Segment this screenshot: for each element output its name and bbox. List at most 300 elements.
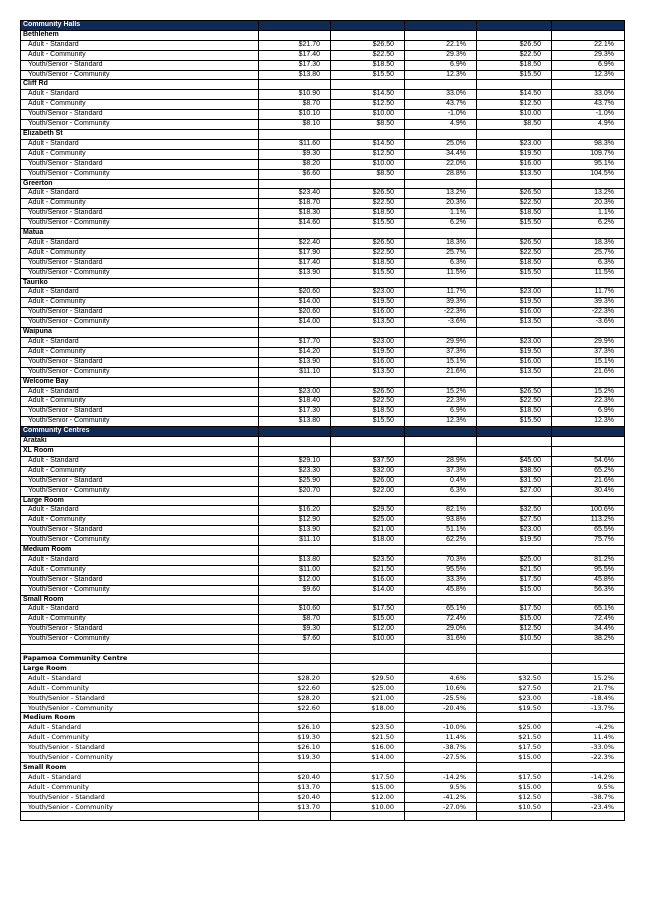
current-fee: $14.20	[259, 347, 331, 357]
alternative-change-pct: 22.3%	[552, 397, 625, 407]
proposed-fee: $14.00	[331, 585, 405, 595]
blank-cell	[405, 653, 477, 663]
venue-header-row	[21, 377, 625, 387]
blank-cell	[259, 377, 331, 387]
blank-cell	[331, 812, 405, 821]
current-fee: $18.70	[259, 199, 331, 209]
fee-category: Youth/Senior - Standard	[21, 209, 259, 219]
alternative-change-pct: 113.2%	[552, 516, 625, 526]
proposed-fee: $15.50	[331, 268, 405, 278]
venue-name: Small Room	[21, 595, 259, 605]
fee-row	[21, 683, 625, 693]
alternative-fee: $31.50	[477, 476, 552, 486]
proposed-fee: $15.50	[331, 219, 405, 229]
section-header-row	[21, 427, 625, 437]
proposed-change-pct: 6.9%	[405, 407, 477, 417]
fee-row	[21, 70, 625, 80]
current-fee: $11.10	[259, 367, 331, 377]
alternative-fee: $45.00	[477, 456, 552, 466]
venue-header-row	[21, 179, 625, 189]
alternative-change-pct: 6.9%	[552, 60, 625, 70]
proposed-fee: $18.50	[331, 209, 405, 219]
fee-row	[21, 149, 625, 159]
section-title: Community Halls	[21, 21, 259, 31]
blank-cell	[477, 762, 552, 772]
fee-category: Youth/Senior - Community	[21, 268, 259, 278]
proposed-fee: $18.50	[331, 60, 405, 70]
alternative-change-pct: 21.7%	[552, 683, 625, 693]
fee-row	[21, 347, 625, 357]
proposed-change-pct: 95.5%	[405, 565, 477, 575]
fee-category: Youth/Senior - Community	[21, 219, 259, 229]
current-fee: $9.60	[259, 585, 331, 595]
alternative-change-pct: 6.3%	[552, 258, 625, 268]
current-fee: $23.30	[259, 466, 331, 476]
alternative-fee: $17.50	[477, 575, 552, 585]
fee-row	[21, 555, 625, 565]
blank-cell	[405, 129, 477, 139]
blank-cell	[552, 80, 625, 90]
blank-cell	[405, 546, 477, 556]
proposed-change-pct: 29.9%	[405, 338, 477, 348]
alternative-fee: $25.00	[477, 555, 552, 565]
fee-category: Adult - Standard	[21, 456, 259, 466]
alternative-change-pct: 95.5%	[552, 565, 625, 575]
blank-cell	[331, 663, 405, 673]
blank-cell	[259, 653, 331, 663]
proposed-change-pct: -27.5%	[405, 753, 477, 763]
current-fee: $8.70	[259, 615, 331, 625]
fees-table	[20, 20, 625, 821]
proposed-change-pct: 12.3%	[405, 70, 477, 80]
proposed-fee: $22.00	[331, 486, 405, 496]
alternative-change-pct: 29.3%	[552, 50, 625, 60]
fee-row	[21, 238, 625, 248]
blank-cell	[405, 595, 477, 605]
venue-name: Elizabeth St	[21, 129, 259, 139]
alternative-change-pct: 75.7%	[552, 536, 625, 546]
alternative-change-pct: 15.2%	[552, 387, 625, 397]
current-fee: $13.90	[259, 357, 331, 367]
current-fee: $17.40	[259, 50, 331, 60]
blank-cell	[331, 595, 405, 605]
proposed-change-pct: 11.5%	[405, 268, 477, 278]
current-fee: $26.10	[259, 743, 331, 753]
blank-cell	[405, 496, 477, 506]
alternative-change-pct: 38.2%	[552, 635, 625, 645]
fee-category: Youth/Senior - Community	[21, 703, 259, 713]
fee-row	[21, 248, 625, 258]
alternative-fee: $19.50	[477, 149, 552, 159]
proposed-fee: $18.50	[331, 258, 405, 268]
venue-name: Medium Room	[21, 546, 259, 556]
fee-category: Youth/Senior - Community	[21, 169, 259, 179]
alternative-change-pct: 13.2%	[552, 189, 625, 199]
current-fee: $13.90	[259, 268, 331, 278]
blank-cell	[552, 762, 625, 772]
proposed-fee: $29.50	[331, 506, 405, 516]
fee-category: Adult - Community	[21, 100, 259, 110]
blank-cell	[405, 377, 477, 387]
current-fee: $14.00	[259, 318, 331, 328]
proposed-change-pct: 6.3%	[405, 486, 477, 496]
fee-category: Adult - Community	[21, 298, 259, 308]
proposed-change-pct: 0.4%	[405, 476, 477, 486]
alternative-fee: $16.00	[477, 308, 552, 318]
fee-category: Adult - Standard	[21, 189, 259, 199]
blank-cell	[331, 80, 405, 90]
proposed-fee: $13.50	[331, 318, 405, 328]
alternative-fee: $10.00	[477, 110, 552, 120]
blank-cell	[552, 278, 625, 288]
fee-category: Adult - Community	[21, 149, 259, 159]
blank-cell	[552, 546, 625, 556]
alternative-fee: $26.50	[477, 238, 552, 248]
alternative-fee: $26.50	[477, 387, 552, 397]
fee-category: Youth/Senior - Standard	[21, 60, 259, 70]
blank-cell	[477, 812, 552, 821]
venue-header-row	[21, 546, 625, 556]
fee-row	[21, 110, 625, 120]
alternative-change-pct: -22.3%	[552, 308, 625, 318]
current-fee: $20.60	[259, 308, 331, 318]
fee-row	[21, 723, 625, 733]
fee-category: Adult - Community	[21, 516, 259, 526]
fee-category: Youth/Senior - Standard	[21, 476, 259, 486]
blank-cell	[259, 595, 331, 605]
current-fee: $17.30	[259, 407, 331, 417]
current-fee: $12.90	[259, 516, 331, 526]
alternative-fee: $26.50	[477, 189, 552, 199]
alternative-change-pct: 11.7%	[552, 288, 625, 298]
alternative-fee: $13.50	[477, 367, 552, 377]
blank-cell	[405, 437, 477, 447]
blank-cell	[477, 328, 552, 338]
current-fee: $13.80	[259, 555, 331, 565]
proposed-change-pct: 43.7%	[405, 100, 477, 110]
venue-name: Large Room	[21, 496, 259, 506]
alternative-fee: $32.50	[477, 506, 552, 516]
fee-category: Youth/Senior - Standard	[21, 693, 259, 703]
proposed-fee: $22.50	[331, 199, 405, 209]
blank-cell	[477, 278, 552, 288]
fee-row	[21, 357, 625, 367]
venue-name: Papamoa Community Centre	[21, 653, 259, 663]
section-header-row	[21, 21, 625, 31]
proposed-change-pct: -10.0%	[405, 723, 477, 733]
current-fee: $14.00	[259, 298, 331, 308]
proposed-fee: $25.00	[331, 683, 405, 693]
alternative-change-pct: 56.3%	[552, 585, 625, 595]
alternative-change-pct: 12.3%	[552, 70, 625, 80]
alternative-change-pct: 45.8%	[552, 575, 625, 585]
fee-row	[21, 139, 625, 149]
blank-cell	[259, 713, 331, 723]
proposed-change-pct: 4.6%	[405, 673, 477, 683]
fee-category: Adult - Community	[21, 683, 259, 693]
fee-row	[21, 90, 625, 100]
blank-cell	[552, 377, 625, 387]
blank-cell	[552, 713, 625, 723]
fee-row	[21, 387, 625, 397]
fee-category: Adult - Community	[21, 347, 259, 357]
blank-cell	[405, 812, 477, 821]
blank-cell	[259, 229, 331, 239]
venue-header-row	[21, 653, 625, 663]
alternative-fee: $27.50	[477, 683, 552, 693]
alternative-fee: $19.50	[477, 347, 552, 357]
proposed-change-pct: 72.4%	[405, 615, 477, 625]
proposed-fee: $16.00	[331, 575, 405, 585]
alternative-change-pct: -38.7%	[552, 792, 625, 802]
proposed-fee: $18.00	[331, 536, 405, 546]
venue-name: Matua	[21, 229, 259, 239]
venue-name: Medium Room	[21, 713, 259, 723]
blank-cell	[477, 496, 552, 506]
alternative-change-pct: 98.3%	[552, 139, 625, 149]
fee-category: Youth/Senior - Standard	[21, 110, 259, 120]
alternative-change-pct: 1.1%	[552, 209, 625, 219]
proposed-fee: $25.00	[331, 516, 405, 526]
fee-category: Adult - Community	[21, 733, 259, 743]
current-fee: $20.40	[259, 772, 331, 782]
alternative-change-pct: -23.4%	[552, 802, 625, 812]
alternative-fee: $12.50	[477, 792, 552, 802]
current-fee: $21.70	[259, 40, 331, 50]
proposed-fee: $14.00	[331, 753, 405, 763]
fee-row	[21, 338, 625, 348]
blank-cell	[405, 762, 477, 772]
venue-name: XL Room	[21, 446, 259, 456]
blank-cell	[405, 179, 477, 189]
proposed-fee: $10.00	[331, 110, 405, 120]
proposed-fee: $18.50	[331, 407, 405, 417]
blank-cell	[259, 179, 331, 189]
current-fee: $18.30	[259, 209, 331, 219]
venue-header-row	[21, 278, 625, 288]
blank-cell	[477, 546, 552, 556]
proposed-change-pct: -14.2%	[405, 772, 477, 782]
alternative-fee: $23.00	[477, 693, 552, 703]
fee-category: Youth/Senior - Community	[21, 753, 259, 763]
fee-row	[21, 298, 625, 308]
proposed-fee: $21.00	[331, 693, 405, 703]
fee-category: Adult - Standard	[21, 238, 259, 248]
proposed-change-pct: 6.9%	[405, 60, 477, 70]
proposed-fee: $29.50	[331, 673, 405, 683]
current-fee: $9.30	[259, 149, 331, 159]
current-fee: $10.90	[259, 90, 331, 100]
proposed-change-pct: 70.3%	[405, 555, 477, 565]
current-fee: $19.30	[259, 753, 331, 763]
proposed-change-pct: 20.3%	[405, 199, 477, 209]
alternative-fee: $16.00	[477, 159, 552, 169]
current-fee: $19.30	[259, 733, 331, 743]
blank-cell	[477, 229, 552, 239]
venue-header-row	[21, 437, 625, 447]
alternative-fee: $19.50	[477, 703, 552, 713]
blank-cell	[259, 446, 331, 456]
fee-row	[21, 60, 625, 70]
current-fee: $25.90	[259, 476, 331, 486]
fee-category: Adult - Community	[21, 615, 259, 625]
current-fee: $8.10	[259, 120, 331, 130]
proposed-change-pct: 82.1%	[405, 506, 477, 516]
fee-category: Adult - Standard	[21, 139, 259, 149]
blank-cell	[259, 328, 331, 338]
blank-cell	[331, 328, 405, 338]
blank-cell	[477, 645, 552, 654]
blank-cell	[259, 80, 331, 90]
fee-category: Adult - Standard	[21, 723, 259, 733]
blank-cell	[552, 328, 625, 338]
current-fee: $28.20	[259, 693, 331, 703]
fee-category: Youth/Senior - Standard	[21, 743, 259, 753]
proposed-fee: $12.00	[331, 625, 405, 635]
proposed-fee: $21.00	[331, 526, 405, 536]
blank-cell	[405, 80, 477, 90]
fee-row	[21, 268, 625, 278]
blank-cell	[331, 30, 405, 40]
alternative-fee: $23.00	[477, 526, 552, 536]
alternative-fee: $23.00	[477, 139, 552, 149]
fee-category: Adult - Standard	[21, 387, 259, 397]
blank-cell	[477, 129, 552, 139]
proposed-change-pct: 93.8%	[405, 516, 477, 526]
proposed-change-pct: 65.1%	[405, 605, 477, 615]
blank-cell	[477, 437, 552, 447]
fee-category: Youth/Senior - Community	[21, 318, 259, 328]
venue-name: Waipuna	[21, 328, 259, 338]
proposed-change-pct: 15.1%	[405, 357, 477, 367]
proposed-fee: $21.50	[331, 733, 405, 743]
fee-category: Youth/Senior - Standard	[21, 258, 259, 268]
current-fee: $23.00	[259, 387, 331, 397]
blank-cell	[405, 328, 477, 338]
current-fee: $13.70	[259, 782, 331, 792]
section-header-cell	[259, 21, 331, 31]
fee-row	[21, 258, 625, 268]
current-fee: $13.90	[259, 526, 331, 536]
blank-cell	[552, 645, 625, 654]
venue-name: Bethlehem	[21, 30, 259, 40]
blank-cell	[405, 30, 477, 40]
venue-name: Welcome Bay	[21, 377, 259, 387]
alternative-fee: $19.50	[477, 536, 552, 546]
proposed-fee: $15.00	[331, 782, 405, 792]
current-fee: $20.40	[259, 792, 331, 802]
alternative-fee: $23.00	[477, 288, 552, 298]
current-fee: $10.10	[259, 110, 331, 120]
alternative-fee: $19.50	[477, 298, 552, 308]
proposed-change-pct: 11.7%	[405, 288, 477, 298]
alternative-fee: $15.00	[477, 585, 552, 595]
current-fee: $16.20	[259, 506, 331, 516]
fee-row	[21, 397, 625, 407]
fee-row	[21, 159, 625, 169]
blank-cell	[477, 595, 552, 605]
alternative-change-pct: 43.7%	[552, 100, 625, 110]
current-fee: $17.30	[259, 60, 331, 70]
proposed-fee: $26.50	[331, 387, 405, 397]
current-fee: $22.60	[259, 683, 331, 693]
blank-cell	[405, 645, 477, 654]
blank-cell	[552, 30, 625, 40]
blank-cell	[331, 713, 405, 723]
proposed-change-pct: 33.0%	[405, 90, 477, 100]
fee-category: Youth/Senior - Community	[21, 635, 259, 645]
proposed-change-pct: 22.0%	[405, 159, 477, 169]
blank-cell	[259, 129, 331, 139]
proposed-fee: $26.50	[331, 40, 405, 50]
alternative-change-pct: -3.6%	[552, 318, 625, 328]
fee-row	[21, 367, 625, 377]
current-fee: $9.30	[259, 625, 331, 635]
fee-category: Youth/Senior - Community	[21, 367, 259, 377]
alternative-change-pct: 18.3%	[552, 238, 625, 248]
proposed-fee: $16.00	[331, 743, 405, 753]
fee-row	[21, 318, 625, 328]
alternative-change-pct: 65.1%	[552, 605, 625, 615]
fee-category: Adult - Standard	[21, 673, 259, 683]
proposed-fee: $18.00	[331, 703, 405, 713]
fee-category: Adult - Community	[21, 248, 259, 258]
current-fee: $28.20	[259, 673, 331, 683]
current-fee: $14.60	[259, 219, 331, 229]
proposed-fee: $23.00	[331, 288, 405, 298]
blank-cell	[331, 179, 405, 189]
blank-cell	[552, 812, 625, 821]
fee-row	[21, 189, 625, 199]
alternative-fee: $14.50	[477, 90, 552, 100]
fee-row	[21, 407, 625, 417]
fee-category: Adult - Community	[21, 565, 259, 575]
alternative-fee: $15.50	[477, 70, 552, 80]
fee-row	[21, 199, 625, 209]
proposed-fee: $26.00	[331, 476, 405, 486]
current-fee: $17.40	[259, 258, 331, 268]
section-title: Community Centres	[21, 427, 259, 437]
venue-name: Greerton	[21, 179, 259, 189]
fee-category: Adult - Community	[21, 50, 259, 60]
proposed-change-pct: 37.3%	[405, 347, 477, 357]
fee-category: Youth/Senior - Standard	[21, 625, 259, 635]
fee-row	[21, 476, 625, 486]
current-fee: $13.80	[259, 417, 331, 427]
proposed-change-pct: 12.3%	[405, 417, 477, 427]
proposed-fee: $12.50	[331, 100, 405, 110]
proposed-fee: $26.50	[331, 238, 405, 248]
section-header-cell	[477, 21, 552, 31]
proposed-change-pct: 21.6%	[405, 367, 477, 377]
alternative-change-pct: 6.2%	[552, 219, 625, 229]
fee-row	[21, 456, 625, 466]
current-fee: $17.70	[259, 338, 331, 348]
alternative-change-pct: 100.6%	[552, 506, 625, 516]
venue-header-row	[21, 229, 625, 239]
proposed-fee: $15.50	[331, 417, 405, 427]
blank-row	[21, 812, 625, 821]
alternative-fee: $16.00	[477, 357, 552, 367]
alternative-change-pct: 4.9%	[552, 120, 625, 130]
proposed-fee: $16.00	[331, 357, 405, 367]
alternative-change-pct: 72.4%	[552, 615, 625, 625]
alternative-fee: $25.00	[477, 723, 552, 733]
fee-category: Adult - Community	[21, 782, 259, 792]
alternative-fee: $18.50	[477, 209, 552, 219]
proposed-fee: $23.50	[331, 555, 405, 565]
blank-cell	[552, 653, 625, 663]
